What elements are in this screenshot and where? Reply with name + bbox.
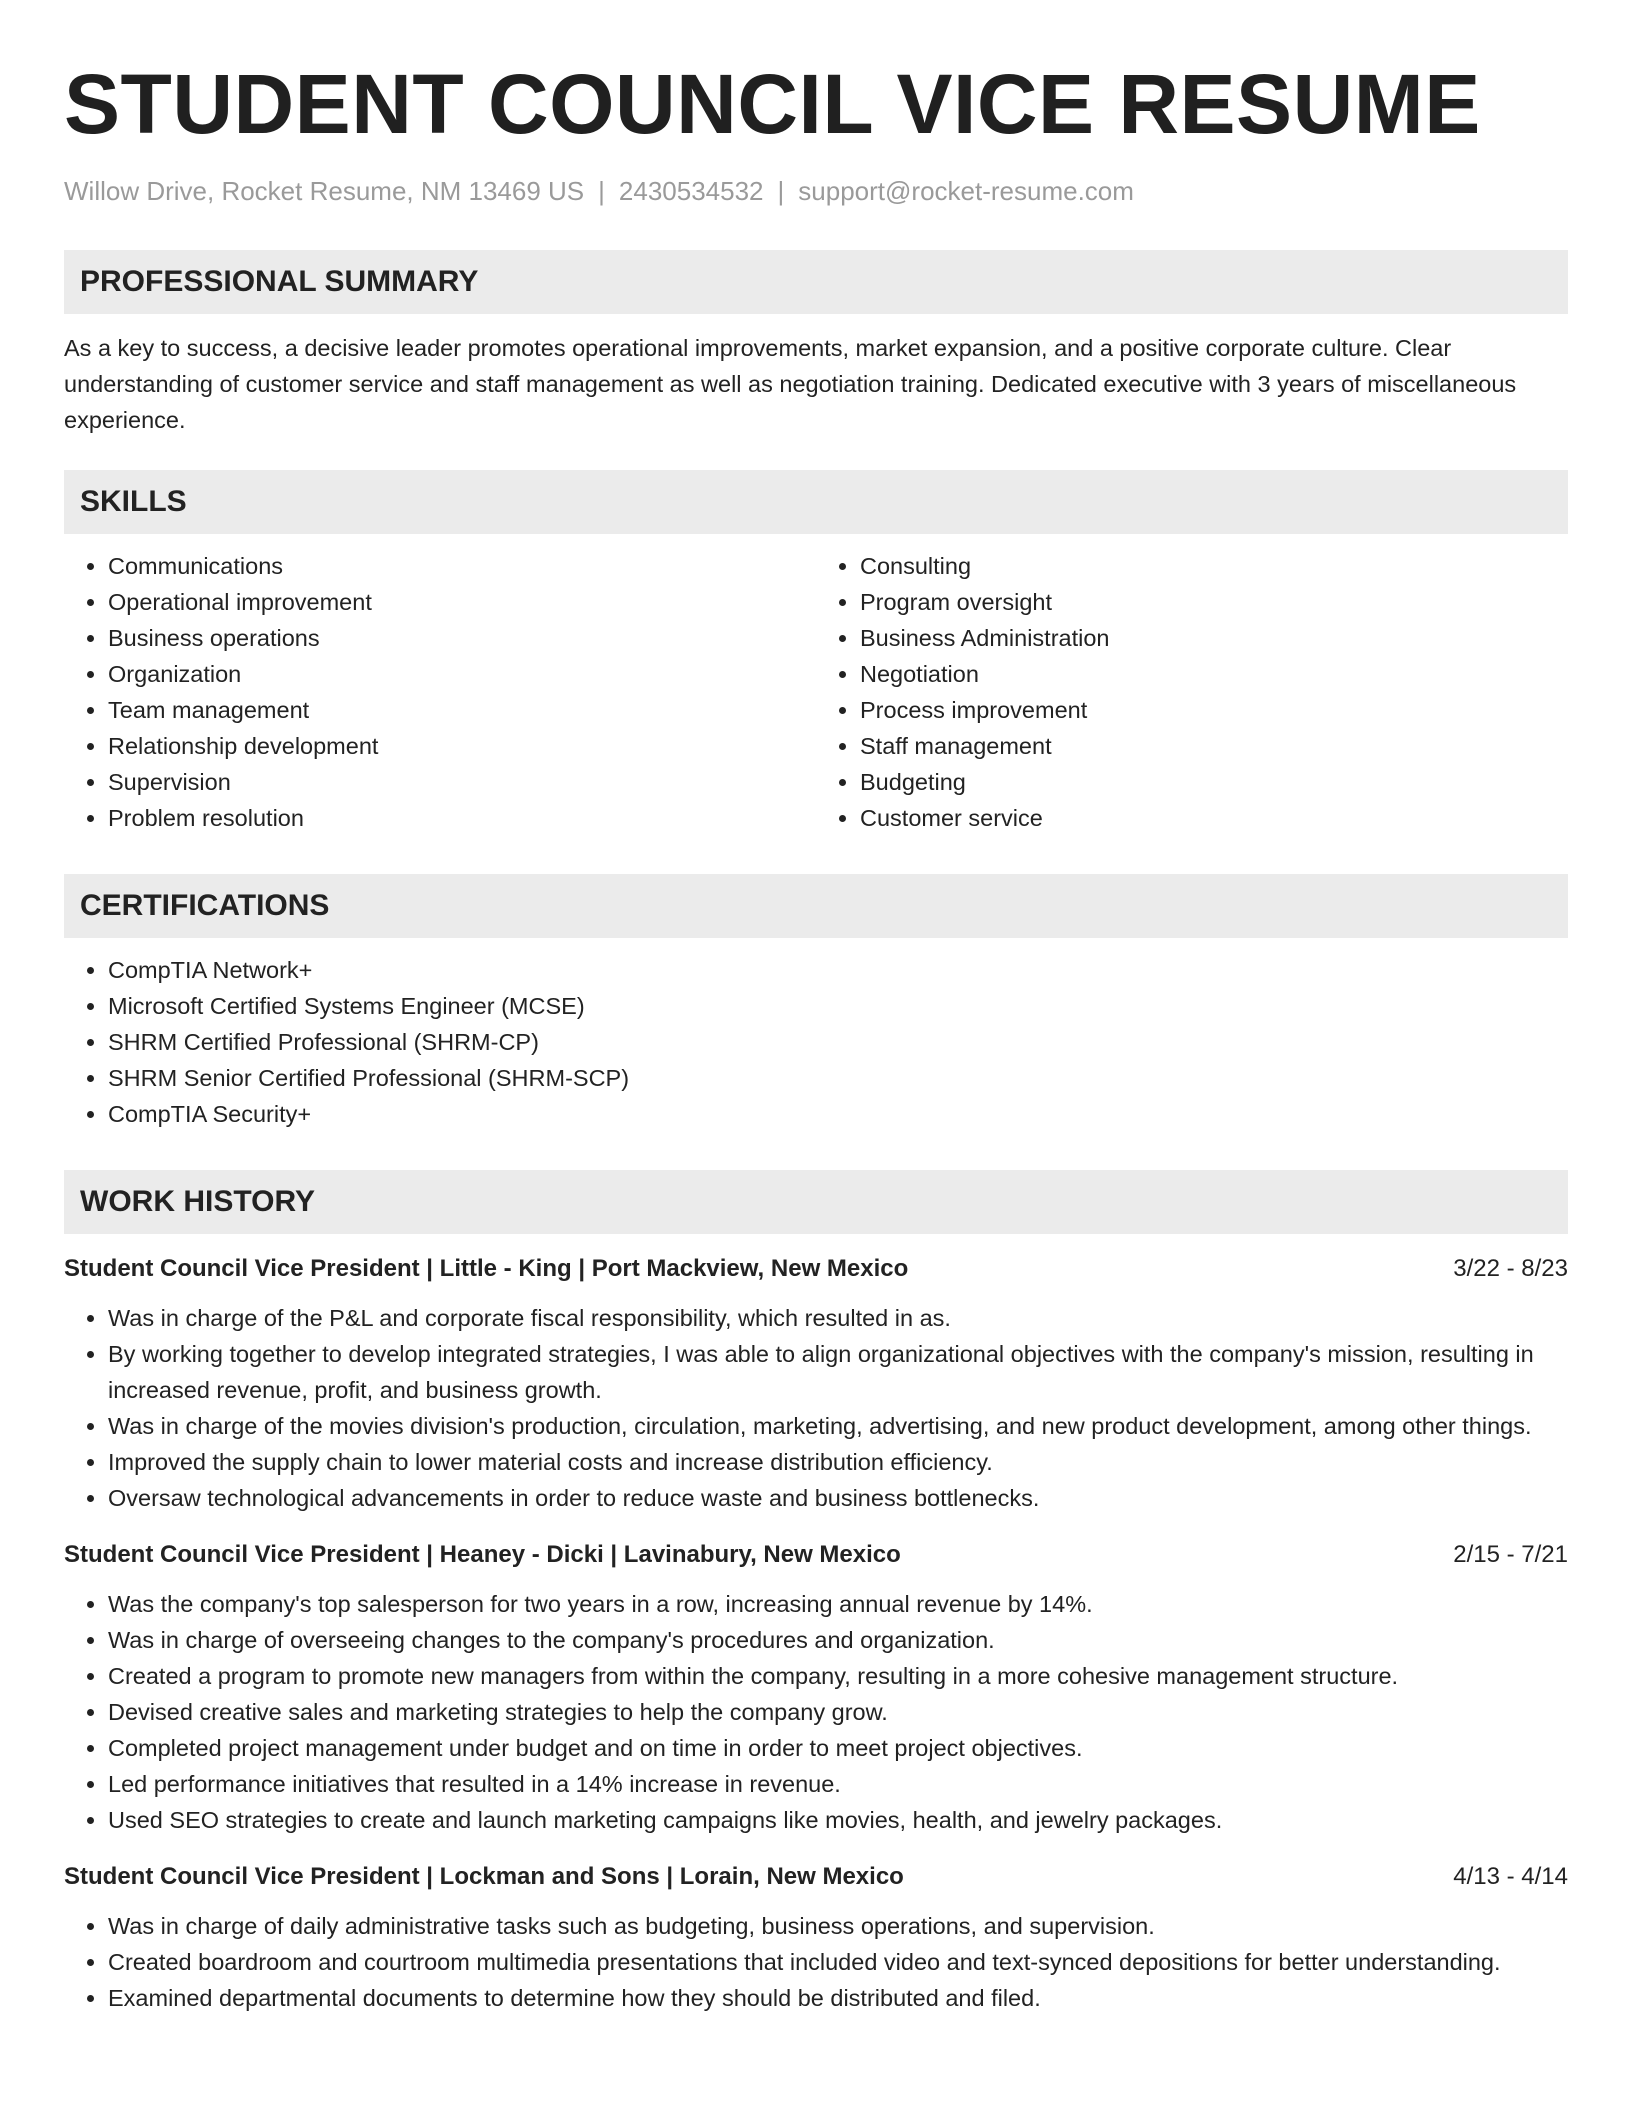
job-bullet: • Led performance initiatives that resulted in a 14% increase in revenue. <box>108 1766 1568 1802</box>
job-bullet: • By working together to develop integrated strategies, I was able to align organizational objectives with the company's mission, resulting in increased revenue, profit, and business growth. <box>108 1336 1568 1408</box>
job-bullets <box>64 1908 1568 2016</box>
contact-separator: | <box>598 176 605 206</box>
job-entry <box>64 1860 1568 2016</box>
job-header <box>64 1538 1568 1572</box>
job-header <box>64 1252 1568 1286</box>
skill-item: • Budgeting <box>860 764 1568 800</box>
skill-item: • Staff management <box>860 728 1568 764</box>
skill-item: • Business operations <box>108 620 816 656</box>
contact-phone: 2430534532 <box>618 176 764 206</box>
skill-item: • Customer service <box>860 800 1568 836</box>
contact-line <box>64 174 1568 208</box>
skill-item: • Program oversight <box>860 584 1568 620</box>
job-entry <box>64 1252 1568 1516</box>
job-bullets <box>64 1586 1568 1838</box>
job-bullet: • Was in charge of the P&L and corporate fiscal responsibility, which resulted in as. <box>108 1300 1568 1336</box>
skill-item: • Operational improvement <box>108 584 816 620</box>
resume-title: STUDENT COUNCIL VICE RESUME <box>64 57 1481 151</box>
certifications-list <box>64 952 1568 1132</box>
skill-item: • Problem resolution <box>108 800 816 836</box>
skill-item: • Consulting <box>860 548 1568 584</box>
skill-item: • Business Administration <box>860 620 1568 656</box>
job-bullet: • Created boardroom and courtroom multimedia presentations that included video and text-synced depositions for better understanding. <box>108 1944 1568 1980</box>
certification-item: • CompTIA Security+ <box>108 1096 1568 1132</box>
skill-item: • Organization <box>108 656 816 692</box>
job-bullet: • Was in charge of daily administrative tasks such as budgeting, business operations, and supervision. <box>108 1908 1568 1944</box>
job-bullet: • Used SEO strategies to create and launch marketing campaigns like movies, health, and jewelry packages. <box>108 1802 1568 1838</box>
job-bullet: • Completed project management under budget and on time in order to meet project objectives. <box>108 1730 1568 1766</box>
job-bullet: • Was in charge of the movies division's production, circulation, marketing, advertising, and new product development, among other things. <box>108 1408 1568 1444</box>
job-dates: 4/13 - 4/14 <box>1453 1863 1568 1890</box>
job-bullet: • Examined departmental documents to determine how they should be distributed and filed. <box>108 1980 1568 2016</box>
skill-item: • Relationship development <box>108 728 816 764</box>
job-bullet: • Devised creative sales and marketing strategies to help the company grow. <box>108 1694 1568 1730</box>
skill-item: • Process improvement <box>860 692 1568 728</box>
skill-item: • Team management <box>108 692 816 728</box>
skills-column-right <box>816 548 1568 836</box>
skill-item: • Communications <box>108 548 816 584</box>
job-bullet: • Created a program to promote new managers from within the company, resulting in a more cohesive management structure. <box>108 1658 1568 1694</box>
contact-separator: | <box>777 176 785 206</box>
job-title: Student Council Vice President | Lockman and Sons | Lorain, New Mexico <box>64 1863 904 1890</box>
certification-item: • SHRM Senior Certified Professional (SHRM-SCP) <box>108 1060 1568 1096</box>
job-bullet: • Was the company's top salesperson for two years in a row, increasing annual revenue by 14%. <box>108 1586 1568 1622</box>
contact-email: support@rocket-resume.com <box>798 176 1134 206</box>
job-header <box>64 1860 1568 1894</box>
skill-item: • Supervision <box>108 764 816 800</box>
contact-address: Willow Drive, Rocket Resume, NM 13469 US <box>64 176 585 206</box>
job-bullet: • Improved the supply chain to lower material costs and increase distribution efficiency. <box>108 1444 1568 1480</box>
skills-list <box>64 548 1568 836</box>
skill-item: • Negotiation <box>860 656 1568 692</box>
job-bullet: • Oversaw technological advancements in order to reduce waste and business bottlenecks. <box>108 1480 1568 1516</box>
job-entry <box>64 1538 1568 1838</box>
certification-item: • Microsoft Certified Systems Engineer (MCSE) <box>108 988 1568 1024</box>
skills-column-left <box>64 548 816 836</box>
job-bullets <box>64 1300 1568 1516</box>
summary-text: As a key to success, a decisive leader promotes operational improvements, market expansion, and a positive corporate culture. Clear understanding of customer service and staff management as well as negotiation training. Dedicated executive with 3 years of miscellaneous experience. <box>64 335 1517 433</box>
job-dates: 2/15 - 7/21 <box>1453 1541 1568 1568</box>
job-dates: 3/22 - 8/23 <box>1453 1255 1568 1282</box>
job-title: Student Council Vice President | Heaney - Dicki | Lavinabury, New Mexico <box>64 1541 901 1568</box>
certification-item: • CompTIA Network+ <box>108 952 1568 988</box>
work-history-list <box>64 1252 1568 2016</box>
work-history-heading: WORK HISTORY <box>64 1170 1568 1234</box>
certification-item: • SHRM Certified Professional (SHRM-CP) <box>108 1024 1568 1060</box>
job-bullet: • Was in charge of overseeing changes to the company's procedures and organization. <box>108 1622 1568 1658</box>
skills-heading: SKILLS <box>64 470 1568 534</box>
certifications-heading: CERTIFICATIONS <box>64 874 1568 938</box>
summary-heading: PROFESSIONAL SUMMARY <box>64 250 1568 314</box>
job-title: Student Council Vice President | Little - King | Port Mackview, New Mexico <box>64 1255 909 1282</box>
